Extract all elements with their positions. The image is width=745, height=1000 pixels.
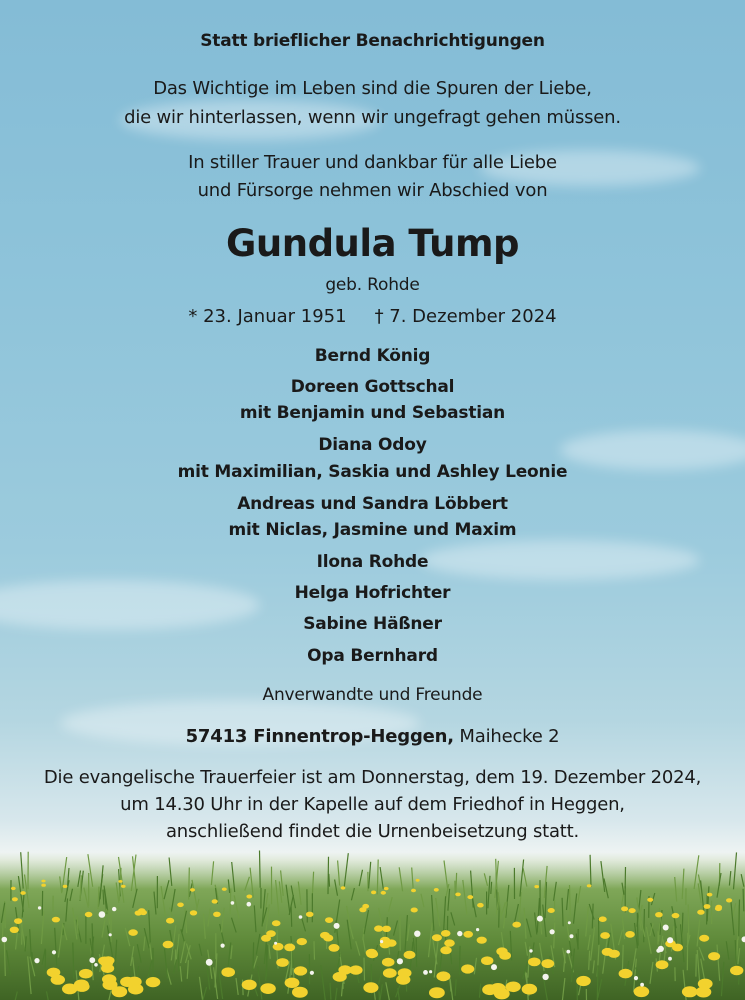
white-flower xyxy=(550,929,555,934)
white-flower xyxy=(663,925,669,931)
dandelion-flower xyxy=(222,888,227,891)
dandelion-flower xyxy=(163,941,174,949)
quote-line-1: Das Wichtige im Leben sind die Spuren der Liebe, xyxy=(153,78,592,99)
dandelion-flower xyxy=(383,968,397,978)
white-flower xyxy=(221,944,225,948)
dandelion-flower xyxy=(101,964,114,973)
dandelion-flower xyxy=(297,938,307,945)
dandelion-flower xyxy=(534,885,539,888)
dandelion-flower xyxy=(600,932,610,939)
dandelion-flower xyxy=(599,916,607,922)
white-flower xyxy=(476,928,479,931)
dandelion-flower xyxy=(272,920,281,926)
white-flower xyxy=(2,937,8,943)
white-flower xyxy=(274,942,277,945)
dandelion-flower xyxy=(63,885,68,888)
white-flower xyxy=(667,937,673,943)
born-name: geb. Rohde xyxy=(325,275,420,295)
dandelion-flower xyxy=(359,907,366,912)
dandelion-flower xyxy=(396,975,410,985)
dandelion-flower xyxy=(715,906,722,911)
dandelion-flower xyxy=(166,918,174,924)
white-flower xyxy=(310,971,314,975)
dandelion-flower xyxy=(494,988,510,999)
dandelion-flower xyxy=(47,968,61,978)
dandelion-flower xyxy=(496,947,507,955)
dandelion-flower xyxy=(608,950,620,958)
white-flower xyxy=(457,931,462,936)
dandelion-flower xyxy=(52,917,60,923)
dandelion-flower xyxy=(261,935,271,942)
dandelion-flower xyxy=(481,956,493,965)
dandelion-flower xyxy=(381,891,386,895)
dandelion-flower xyxy=(682,986,698,997)
dandelion-flower xyxy=(213,912,221,917)
dandelion-flower xyxy=(548,908,555,913)
white-flower xyxy=(529,949,532,952)
address-line xyxy=(0,726,745,747)
dandelion-flower xyxy=(707,893,713,897)
dandelion-flower xyxy=(621,906,628,911)
white-flower xyxy=(570,934,574,938)
dandelion-flower xyxy=(363,982,378,993)
white-flower xyxy=(423,970,428,975)
dandelion-flower xyxy=(118,880,122,883)
mourner-1: Bernd König xyxy=(314,346,431,366)
dandelion-flower xyxy=(10,927,19,933)
mourner-6: Helga Hofrichter xyxy=(294,583,451,603)
white-flower xyxy=(634,976,638,980)
white-flower xyxy=(537,916,543,922)
dandelion-flower xyxy=(441,930,451,937)
mourner-3-children: mit Maximilian, Saskia und Ashley Leonie xyxy=(177,462,568,482)
dandelion-flower xyxy=(98,957,110,966)
dandelion-flower xyxy=(374,925,383,931)
white-flower xyxy=(542,974,548,980)
dandelion-flower xyxy=(20,891,25,895)
dandelion-flower xyxy=(382,958,395,967)
birth-date: * 23. Januar 1951 xyxy=(188,306,347,327)
dandelion-flower xyxy=(146,977,161,987)
intro-line-1: In stiller Trauer und dankbar für alle Liebe xyxy=(188,152,557,173)
dandelion-flower xyxy=(461,964,474,973)
dandelion-flower xyxy=(320,932,330,939)
dandelion-flower xyxy=(528,958,541,967)
white-flower xyxy=(34,958,39,963)
dandelion-flower xyxy=(341,886,346,889)
dandelion-flower xyxy=(467,895,473,899)
dandelion-flower xyxy=(656,960,669,969)
dandelion-flower xyxy=(177,903,184,908)
dandelion-flower xyxy=(306,912,314,917)
white-flower xyxy=(52,950,56,954)
mourner-7: Sabine Häßner xyxy=(303,614,442,634)
white-flower xyxy=(334,923,340,929)
dandelion-flower xyxy=(463,931,473,938)
address-city: 57413 Finnentrop-Heggen, xyxy=(185,726,454,747)
white-flower xyxy=(568,921,571,924)
quote-line-2: die wir hinterlassen, wenn wir ungefragt gehen müssen. xyxy=(124,107,621,128)
dandelion-flower xyxy=(371,891,376,895)
dandelion-flower xyxy=(366,950,378,958)
dandelion-flower xyxy=(12,897,18,901)
white-flower xyxy=(566,950,570,954)
dandelion-flower xyxy=(404,951,416,959)
dandelion-flower xyxy=(384,887,389,890)
mourner-2-children: mit Benjamin und Sebastian xyxy=(239,403,506,423)
dandelion-flower xyxy=(730,966,743,975)
dandelion-flower xyxy=(647,898,653,902)
dandelion-flower xyxy=(434,888,439,892)
dandelion-flower xyxy=(284,944,295,952)
white-flower xyxy=(206,959,213,966)
dandelion-flower xyxy=(120,977,135,987)
white-flower xyxy=(231,901,235,905)
address-street: Maihecke 2 xyxy=(453,726,560,747)
white-flower xyxy=(491,964,497,970)
dandelion-flower xyxy=(79,969,93,979)
dandelion-flower xyxy=(455,893,461,897)
dandelion-flower xyxy=(436,971,450,981)
dandelion-flower xyxy=(704,904,711,909)
white-flower xyxy=(38,906,41,909)
dandelion-flower xyxy=(672,913,680,918)
white-flower xyxy=(429,970,432,973)
dandelion-flower xyxy=(190,888,195,892)
white-flower xyxy=(397,958,403,964)
dandelion-flower xyxy=(625,931,635,938)
dandelion-flower xyxy=(429,987,445,998)
white-flower xyxy=(94,963,98,967)
dandelion-flower xyxy=(349,965,362,974)
white-flower xyxy=(89,957,95,963)
dandelion-flower xyxy=(121,885,126,888)
mourner-5: Ilona Rohde xyxy=(316,552,429,572)
white-flower xyxy=(414,931,420,937)
white-flower xyxy=(112,907,116,911)
dandelion-flower xyxy=(260,983,275,994)
dandelion-flower xyxy=(726,898,732,902)
dandelion-flower xyxy=(619,969,633,979)
dandelion-flower xyxy=(333,972,347,982)
dandelion-flower xyxy=(246,895,252,899)
dandelion-flower xyxy=(512,922,521,928)
white-flower xyxy=(658,946,664,952)
dandelion-flower xyxy=(325,917,333,923)
dandelion-flower xyxy=(411,889,416,893)
dandelion-flower xyxy=(655,912,663,917)
dandelion-flower xyxy=(128,929,137,936)
white-flower xyxy=(640,983,644,987)
intro-line-2: und Fürsorge nehmen wir Abschied von xyxy=(197,180,548,201)
dandelion-flower xyxy=(698,979,713,989)
dandelion-flower xyxy=(138,908,145,913)
dandelion-flower xyxy=(14,918,22,924)
dandelion-flower xyxy=(190,910,197,915)
dandelion-flower xyxy=(276,958,289,967)
dandelion-flower xyxy=(292,987,308,998)
dandelion-flower xyxy=(112,986,128,997)
dandelion-flower xyxy=(11,887,16,890)
white-flower xyxy=(247,902,252,907)
dandelion-flower xyxy=(477,937,487,944)
dandelion-flower xyxy=(522,984,537,995)
dandelion-flower xyxy=(634,986,650,997)
white-flower xyxy=(109,933,112,936)
dandelion-flower xyxy=(382,926,391,932)
service-line-3: anschließend findet die Urnenbeisetzung statt. xyxy=(165,821,580,842)
dandelion-flower xyxy=(477,903,484,908)
mourner-3: Diana Odoy xyxy=(318,435,427,455)
dandelion-flower xyxy=(576,976,591,986)
white-flower xyxy=(299,915,303,919)
death-date: † 7. Dezember 2024 xyxy=(374,306,557,327)
mourner-2: Doreen Gottschal xyxy=(290,377,455,397)
mourner-4-children: mit Niclas, Jasmine und Maxim xyxy=(228,520,517,540)
relatives-line: Anverwandte und Freunde xyxy=(262,685,483,705)
dandelion-flower xyxy=(699,935,709,942)
white-flower xyxy=(380,940,383,943)
service-line-1: Die evangelische Trauerfeier ist am Donnerstag, dem 19. Dezember 2024, xyxy=(43,767,702,788)
dandelion-flower xyxy=(85,912,93,917)
dandelion-flower xyxy=(294,966,307,975)
dandelion-flower xyxy=(697,910,704,915)
dandelion-flower xyxy=(708,952,720,960)
dandelion-flower xyxy=(41,880,45,883)
header-line: Statt brieflicher Benachrichtigungen xyxy=(200,31,545,51)
white-flower xyxy=(99,911,106,918)
dandelion-flower xyxy=(329,944,340,952)
white-flower xyxy=(668,957,672,961)
dandelion-flower xyxy=(432,934,442,941)
life-dates xyxy=(0,306,745,327)
mourner-8: Opa Bernhard xyxy=(307,646,438,666)
deceased-name: Gundula Tump xyxy=(226,222,519,265)
dandelion-flower xyxy=(242,980,257,990)
dandelion-flower xyxy=(285,978,300,988)
dandelion-flower xyxy=(221,967,235,977)
service-line-2: um 14.30 Uhr in der Kapelle auf dem Friedhof in Heggen, xyxy=(120,794,625,815)
dandelion-flower xyxy=(629,908,636,913)
dandelion-flower xyxy=(212,899,218,903)
dandelion-flower xyxy=(440,946,451,954)
dandelion-flower xyxy=(41,884,46,887)
dandelion-flower xyxy=(411,908,418,913)
dandelion-flower xyxy=(587,884,592,887)
dandelion-flower xyxy=(444,939,455,946)
dandelion-flower xyxy=(416,879,420,882)
dandelion-flower xyxy=(273,943,284,951)
dandelion-flower xyxy=(541,959,554,968)
dandelion-flower xyxy=(74,980,89,990)
mourner-4: Andreas und Sandra Löbbert xyxy=(237,494,508,514)
